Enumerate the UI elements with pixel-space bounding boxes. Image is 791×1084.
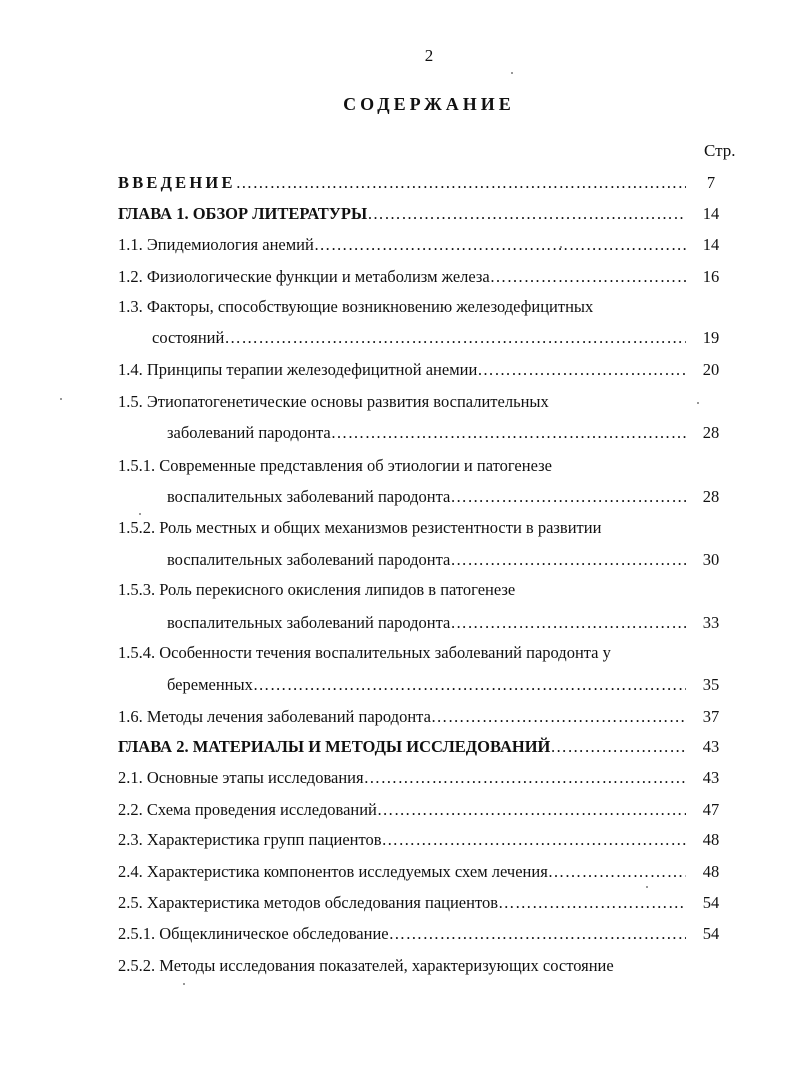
page-number: 2	[424, 46, 434, 65]
toc-entry-title: воспалительных заболеваний пародонта	[167, 613, 451, 632]
dot-leader	[550, 736, 686, 758]
toc-entry	[118, 172, 686, 194]
toc-entry	[118, 955, 700, 977]
toc-entry-continuation	[167, 549, 686, 571]
toc-entry-title: 1.4. Принципы терапии железодефицитной анемии	[118, 360, 478, 379]
dot-leader	[431, 706, 686, 728]
dot-leader	[314, 234, 686, 256]
toc-entry-continuation	[167, 486, 686, 508]
toc-entry-page-number: 47	[702, 800, 720, 819]
toc-entry	[118, 892, 686, 914]
toc-entry-page-number: 14	[702, 204, 720, 223]
dot-leader	[224, 327, 686, 349]
toc-entry-title: 2.1. Основные этапы исследования	[118, 768, 364, 787]
toc-entry-title: 1.5. Этиопатогенетические основы развития воспалительных	[118, 392, 549, 411]
toc-entry-title: 2.2. Схема проведения исследований	[118, 800, 377, 819]
scan-speck	[139, 513, 141, 515]
toc-entry-continuation	[152, 327, 686, 349]
dot-leader	[382, 829, 686, 851]
dot-leader	[389, 923, 686, 945]
toc-entry	[118, 203, 686, 225]
toc-entry	[118, 767, 686, 789]
dot-leader	[450, 486, 686, 508]
toc-entry-page-number: 54	[702, 893, 720, 912]
toc-entry-title: воспалительных заболеваний пародонта	[167, 487, 451, 506]
scan-speck	[646, 886, 648, 888]
toc-entry-page-number: 33	[702, 613, 720, 632]
toc-entry-heading	[118, 391, 700, 413]
scan-speck	[183, 983, 185, 985]
toc-entry	[118, 266, 686, 288]
scan-speck	[60, 398, 62, 400]
toc-entry-page-number: 19	[702, 328, 720, 347]
toc-entry-title: ГЛАВА 1. ОБЗОР ЛИТЕРАТУРЫ	[118, 204, 368, 223]
toc-entry	[118, 359, 686, 381]
toc-entry-page-number: 54	[702, 924, 720, 943]
scan-speck	[560, 246, 562, 248]
toc-entry-page-number: 28	[702, 423, 720, 442]
toc-entry-title: 2.3. Характеристика групп пациентов	[118, 830, 382, 849]
toc-entry-title: заболеваний пародонта	[167, 423, 331, 442]
toc-entry-continuation	[167, 422, 686, 444]
toc-entry	[118, 706, 686, 728]
toc-entry	[118, 923, 686, 945]
dot-leader	[367, 203, 686, 225]
dot-leader	[236, 172, 686, 194]
toc-entry-page-number: 43	[702, 768, 720, 787]
toc-entry-page-number: 16	[702, 267, 720, 286]
toc-entry-title: 2.5. Характеристика методов обследования пациентов	[118, 893, 498, 912]
toc-entry-title: 1.5.3. Роль перекисного окисления липидов в патогенезе	[118, 580, 516, 599]
toc-entry	[118, 799, 686, 821]
dot-leader	[364, 767, 686, 789]
toc-entry-continuation	[167, 612, 686, 634]
toc-entry	[118, 861, 686, 883]
toc-entry-title: 1.1. Эпидемиология анемий	[118, 235, 314, 254]
toc-entry-title: 1.2. Физиологические функции и метаболизм железа	[118, 267, 490, 286]
dot-leader	[450, 549, 686, 571]
toc-entry-page-number: 30	[702, 550, 720, 569]
dot-leader	[450, 612, 686, 634]
toc-entry-title: беременных	[167, 675, 253, 694]
toc-entry-page-number: 35	[702, 675, 720, 694]
toc-entry-title: 2.5.1. Общеклиническое обследование	[118, 924, 389, 943]
toc-entry-heading	[118, 517, 700, 539]
toc-entry-heading	[118, 296, 700, 318]
dot-leader	[477, 359, 686, 381]
toc-entry-title: ВВЕДЕНИЕ	[118, 173, 236, 192]
toc-entry-page-number: 37	[702, 707, 720, 726]
toc-entry-heading	[118, 642, 700, 664]
dot-leader	[331, 422, 686, 444]
scan-speck	[697, 402, 699, 404]
toc-entry-title: 1.5.1. Современные представления об этиологии и патогенезе	[118, 456, 552, 475]
toc-entry-page-number: 43	[702, 737, 720, 756]
dot-leader	[490, 266, 686, 288]
toc-entry-page-number: 20	[702, 360, 720, 379]
toc-entry-title: 1.5.4. Особенности течения воспалительных заболеваний пародонта у	[118, 643, 611, 662]
dot-leader	[548, 861, 686, 883]
toc-entry-page-number: 7	[706, 173, 716, 192]
toc-entry-title: ГЛАВА 2. МАТЕРИАЛЫ И МЕТОДЫ ИССЛЕДОВАНИЙ	[118, 737, 551, 756]
toc-entry-title: 2.4. Характеристика компонентов исследуемых схем лечения	[118, 862, 548, 881]
toc-entry-continuation	[167, 674, 686, 696]
page-title: СОДЕРЖАНИЕ	[343, 94, 515, 114]
toc-entry-page-number: 48	[702, 862, 720, 881]
toc-entry-page-number: 48	[702, 830, 720, 849]
toc-entry-page-number: 14	[702, 235, 720, 254]
toc-entry-heading	[118, 579, 700, 601]
toc-entry-title: воспалительных заболеваний пародонта	[167, 550, 451, 569]
scan-speck	[511, 72, 513, 74]
toc-entry-title: 1.6. Методы лечения заболеваний пародонта	[118, 707, 431, 726]
dot-leader	[377, 799, 686, 821]
toc-entry-title: 1.3. Факторы, способствующие возникновению железодефицитных	[118, 297, 594, 316]
toc-entry-heading	[118, 455, 700, 477]
toc-entry-title: состояний	[152, 328, 225, 347]
dot-leader	[253, 674, 686, 696]
toc-entry	[118, 234, 686, 256]
page-column-header: Стр.	[704, 141, 736, 160]
toc-entry	[118, 829, 686, 851]
toc-entry-title: 2.5.2. Методы исследования показателей, характеризующих состояние	[118, 956, 614, 975]
toc-entry-page-number: 28	[702, 487, 720, 506]
dot-leader	[498, 892, 686, 914]
toc-entry	[118, 736, 686, 758]
toc-entry-title: 1.5.2. Роль местных и общих механизмов резистентности в развитии	[118, 518, 602, 537]
